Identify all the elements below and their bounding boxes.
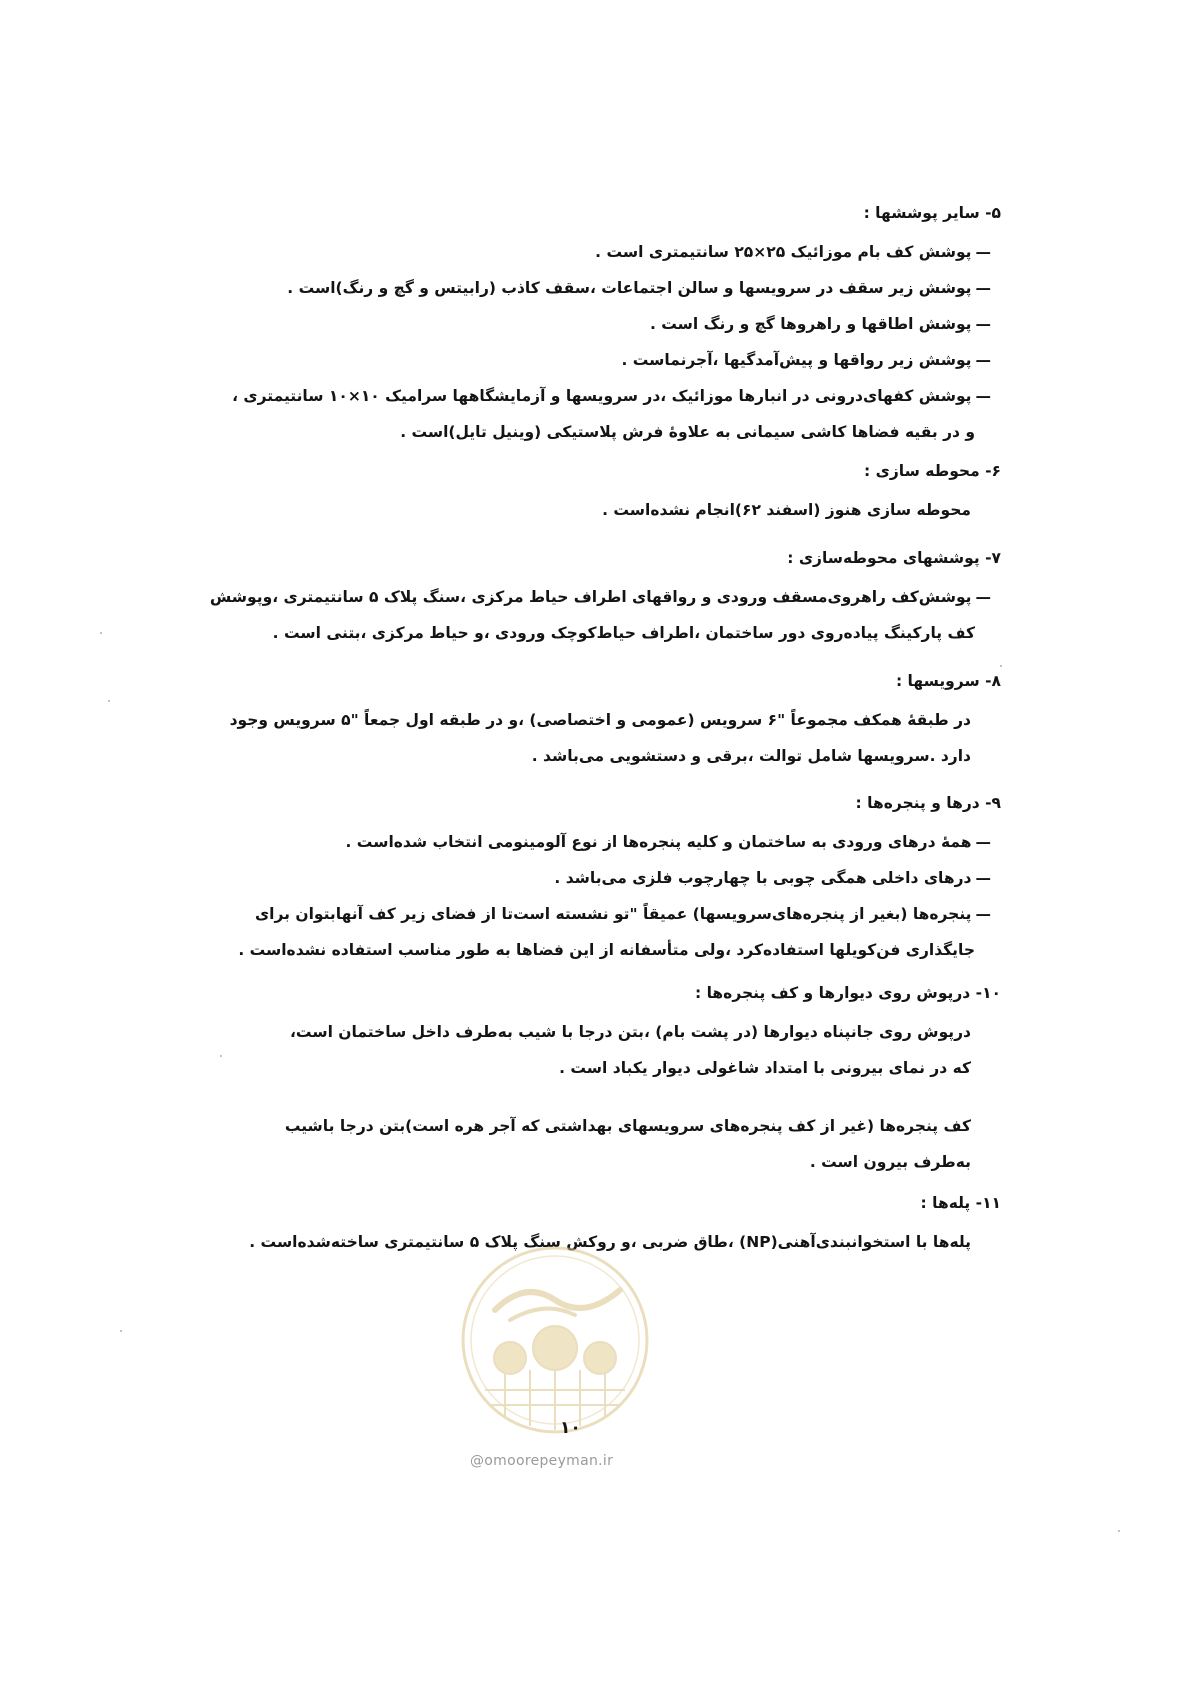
- paragraph: درپوش روی جانپناه دیوارها (در پشت بام) ،بتن درجا با شیب به‌طرف داخل ساختمان است،: [290, 1023, 971, 1041]
- paragraph: که در نمای بیرونی با امتداد شاغولی دیوار یکباد است .: [559, 1059, 971, 1077]
- list-item: — پوشش زیر رواقها و پیش‌آمدگیها ،آجرنماست .: [181, 342, 991, 378]
- list-item: — پوشش‌کف راهروی‌مسقف ورودی و رواقهای اطراف حیاط مرکزی ،سنگ پلاک ۵ سانتیمتری ،وپوشش: [181, 579, 991, 615]
- scan-speck: [1118, 1530, 1120, 1532]
- paragraph: به‌طرف بیرون است .: [809, 1153, 971, 1171]
- scan-speck: [100, 632, 102, 634]
- paragraph: دارد .سرویسها شامل توالت ،برقی و دستشویی می‌باشد .: [531, 747, 971, 765]
- section-wall-caps-sills: [181, 978, 1001, 1180]
- section-title: ۱۱- پله‌ها :: [920, 1194, 1001, 1212]
- section-title: ۹- درها و پنجره‌ها :: [855, 794, 1001, 812]
- watermark-logo: [455, 1240, 655, 1440]
- list-item-continuation: کف پارکینگ پیاده‌روی دور ساختمان ،اطراف حیاط‌کوچک ورودی ،و حیاط مرکزی ،بتنی است .: [272, 624, 975, 642]
- list-item: — پوشش زیر سقف در سرویسها و سالن اجتماعات ،سقف کاذب (رابیتس و گچ و رنگ)است .: [181, 270, 991, 306]
- website-watermark: @omoorepeyman.ir: [470, 1453, 614, 1469]
- scan-speck: [220, 1055, 222, 1057]
- scan-speck: [1000, 665, 1002, 667]
- list-item: — پنجره‌ها (بغیر از پنجره‌های‌سرویسها) عمیقاً "تو نشسته است‌تا از فضای زیر کف آنها‌بتوان برای: [181, 896, 991, 932]
- page-number: ۱۰: [560, 1418, 581, 1438]
- section-title: ۶- محوطه سازی :: [864, 462, 1001, 480]
- list-item-continuation: جایگذاری فن‌کویلها استفاده‌کرد ،ولی متأسفانه از این فضاها به طور مناسب استفاده نشده‌است .: [238, 941, 975, 959]
- paragraph: محوطه سازی هنوز (اسفند ۶۲)انجام نشده‌است .: [602, 501, 971, 519]
- list-item: — پوشش کف بام موزائیک ۲۵×۲۵ سانتیمتری است .: [181, 234, 991, 270]
- list-item: — پوشش اطاقها و راهروها گچ و رنگ است .: [181, 306, 991, 342]
- section-title: ۵- سایر پوششها :: [863, 204, 1001, 222]
- list-item: — پوشش کفهای‌درونی در انبارها موزائیک ،در سرویسها و آزمایشگاهها سرامیک ۱۰×۱۰ سانتیمتری ،: [181, 378, 991, 414]
- section-restrooms: [181, 666, 1001, 774]
- paragraph: در طبقه‌ٔ همکف مجموعاً "۶ سرویس (عمومی و اختصاصی) ،و در طبقه اول جمعاً "۵ سرویس وجود: [229, 711, 971, 729]
- paragraph: کف پنجره‌ها (غیر از کف پنجره‌های سرویسهای بهداشتی که آجر هره است)بتن درجا باشیب: [284, 1117, 971, 1135]
- scan-speck: [120, 1330, 122, 1332]
- list-item: — درهای داخلی همگی چوبی با چهارچوب فلزی می‌باشد .: [181, 860, 991, 896]
- section-title: ۷- پوششهای محوطه‌سازی :: [787, 549, 1001, 567]
- list-item: — همه‌ٔ درهای ورودی به ساختمان و کلیه پنجره‌ها از نوع آلومینومی انتخاب شده‌است .: [181, 824, 991, 860]
- list-item-continuation: و در بقیه فضاها کاشی سیمانی به علاوه‌ٔ فرش پلاستیکی (وینیل تایل)است .: [400, 423, 975, 441]
- section-landscaping: [181, 456, 1001, 528]
- section-landscaping-coverings: [181, 543, 1001, 651]
- section-title: ۸- سرویسها :: [895, 672, 1001, 690]
- paragraph: پله‌ها با استخوانبندی‌آهنی(NP) ،طاق ضربی ،و روکش سنگ پلاک ۵ سانتیمتری ساخته‌شده‌است .: [249, 1233, 971, 1251]
- section-doors-windows: [181, 788, 1001, 968]
- section-title: ۱۰- درپوش روی دیوارها و کف پنجره‌ها :: [695, 984, 1001, 1002]
- scan-speck: [108, 700, 110, 702]
- section-other-coverings: [181, 198, 1001, 450]
